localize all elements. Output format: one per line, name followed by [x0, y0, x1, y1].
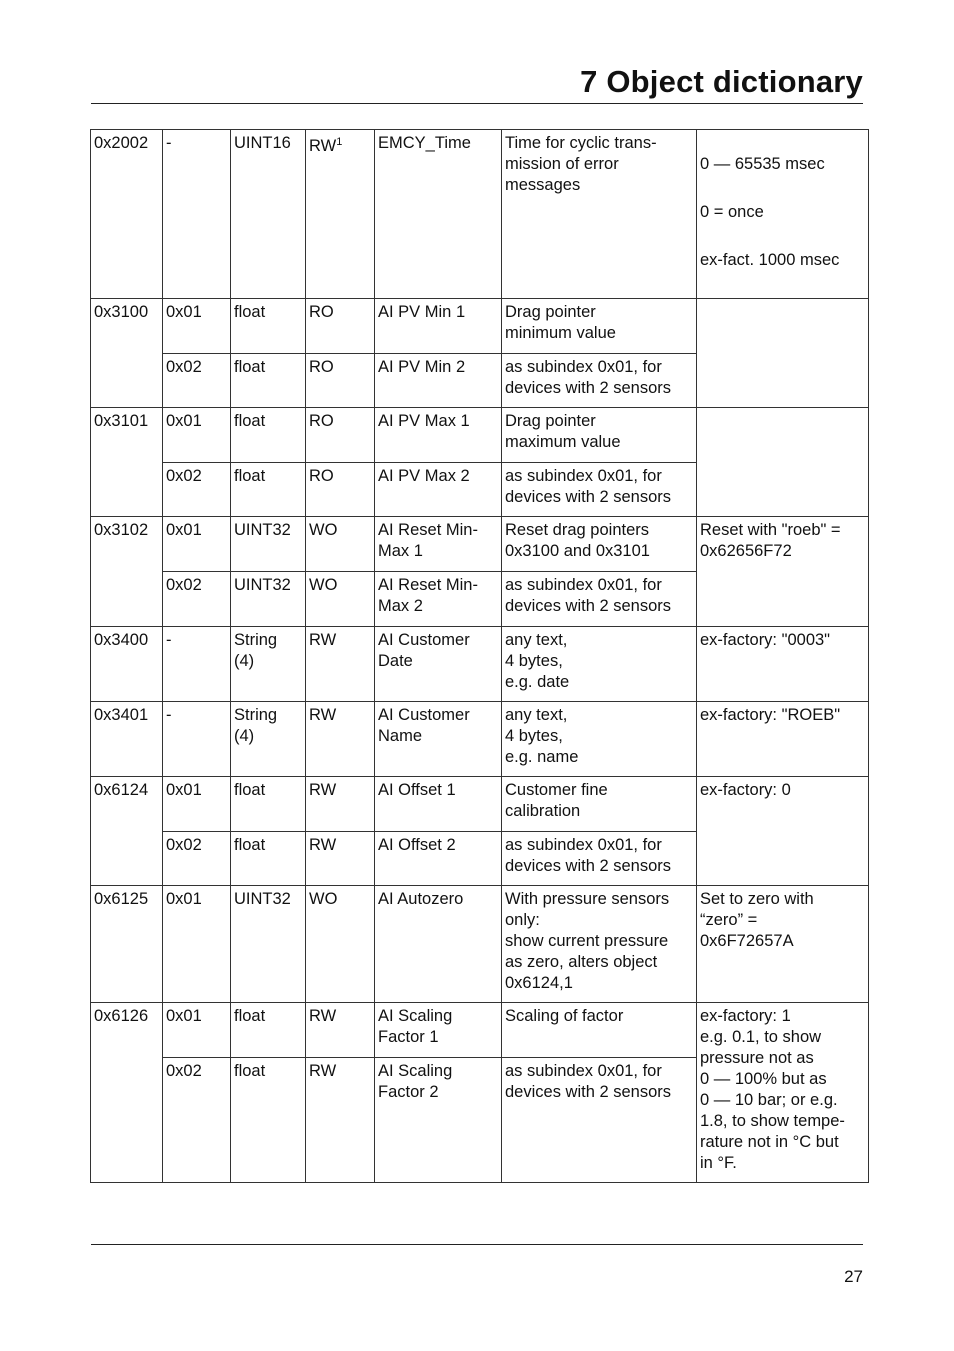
name-cell: AI Reset Min- Max 2: [375, 572, 502, 627]
datatype-cell: float: [231, 832, 306, 886]
datatype-cell: float: [231, 299, 306, 354]
range-cell: [697, 130, 869, 299]
subindex-cell: -: [163, 702, 231, 777]
index-cell: 0x3101: [91, 408, 163, 517]
range-cell: ex-factory: "ROEB": [697, 702, 869, 777]
access-cell: RW: [306, 1058, 375, 1183]
description-cell: Reset drag pointers 0x3100 and 0x3101: [502, 517, 697, 572]
range-cell: Reset with "roeb" = 0x62656F72: [697, 517, 869, 627]
range-cell: Set to zero with “zero” = 0x6F72657A: [697, 886, 869, 1003]
name-cell: AI Autozero: [375, 886, 502, 1003]
access-value: RW: [309, 137, 337, 155]
table-row: [91, 130, 869, 299]
name-cell: AI PV Min 1: [375, 299, 502, 354]
index-cell: 0x3100: [91, 299, 163, 408]
description-cell: With pressure sensors only: show current pressure as zero, alters object 0x6124,1: [502, 886, 697, 1003]
description-cell: Drag pointer minimum value: [502, 299, 697, 354]
name-cell: AI Customer Date: [375, 627, 502, 702]
description-cell: any text, 4 bytes, e.g. name: [502, 702, 697, 777]
description-cell: any text, 4 bytes, e.g. date: [502, 627, 697, 702]
name-cell: AI PV Max 2: [375, 463, 502, 517]
footnote-marker: 1: [336, 136, 343, 148]
datatype-cell: String (4): [231, 627, 306, 702]
subindex-cell: -: [163, 130, 231, 299]
object-dictionary-table: [90, 129, 869, 1183]
datatype-cell: UINT32: [231, 886, 306, 1003]
range-line: 0 — 65535 msec: [700, 155, 825, 173]
range-line: 0 = once: [700, 203, 764, 221]
datatype-cell: float: [231, 463, 306, 517]
subindex-cell: 0x01: [163, 1003, 231, 1058]
description-cell: as subindex 0x01, for devices with 2 sensors: [502, 832, 697, 886]
subindex-cell: 0x01: [163, 408, 231, 463]
index-cell: 0x2002: [91, 130, 163, 299]
index-cell: 0x3400: [91, 627, 163, 702]
access-cell: RO: [306, 354, 375, 408]
access-cell: RW: [306, 832, 375, 886]
access-cell: RW: [306, 702, 375, 777]
page-number: 27: [844, 1267, 863, 1286]
access-cell: RW: [306, 627, 375, 702]
table-row: [91, 777, 869, 832]
access-cell: RO: [306, 408, 375, 463]
name-cell: AI PV Min 2: [375, 354, 502, 408]
range-line: ex-fact. 1000 msec: [700, 251, 840, 269]
access-cell: WO: [306, 886, 375, 1003]
access-cell: WO: [306, 572, 375, 627]
range-cell: [697, 299, 869, 408]
range-cell: ex-factory: 0: [697, 777, 869, 886]
description-cell: Drag pointer maximum value: [502, 408, 697, 463]
description-cell: as subindex 0x01, for devices with 2 sensors: [502, 463, 697, 517]
subindex-cell: 0x02: [163, 354, 231, 408]
datatype-cell: UINT16: [231, 130, 306, 299]
subindex-cell: 0x01: [163, 517, 231, 572]
table-row: [91, 627, 869, 702]
description-cell: Customer fine calibration: [502, 777, 697, 832]
subindex-cell: 0x01: [163, 777, 231, 832]
datatype-cell: float: [231, 777, 306, 832]
header-divider: [91, 103, 863, 104]
name-cell: AI Scaling Factor 2: [375, 1058, 502, 1183]
chapter-title: 7 Object dictionary: [580, 64, 863, 99]
datatype-cell: float: [231, 408, 306, 463]
subindex-cell: 0x02: [163, 832, 231, 886]
access-cell: RW: [306, 777, 375, 832]
range-cell: [697, 408, 869, 517]
index-cell: 0x3102: [91, 517, 163, 627]
datatype-cell: float: [231, 1003, 306, 1058]
range-cell: ex-factory: "0003": [697, 627, 869, 702]
table-row: [91, 299, 869, 354]
footer-divider: [91, 1244, 863, 1245]
subindex-cell: 0x01: [163, 886, 231, 1003]
description-cell: as subindex 0x01, for devices with 2 sensors: [502, 1058, 697, 1183]
name-cell: AI Reset Min- Max 1: [375, 517, 502, 572]
datatype-cell: float: [231, 1058, 306, 1183]
subindex-cell: 0x02: [163, 1058, 231, 1183]
datatype-cell: float: [231, 354, 306, 408]
name-cell: AI Offset 1: [375, 777, 502, 832]
description-cell: Scaling of factor: [502, 1003, 697, 1058]
table-row: [91, 886, 869, 1003]
index-cell: 0x6126: [91, 1003, 163, 1183]
access-cell: [306, 130, 375, 299]
description-cell: Time for cyclic trans- mission of error messages: [502, 130, 697, 299]
table-row: [91, 1003, 869, 1058]
subindex-cell: 0x02: [163, 572, 231, 627]
table-row: [91, 702, 869, 777]
index-cell: 0x3401: [91, 702, 163, 777]
access-cell: RW: [306, 1003, 375, 1058]
name-cell: AI PV Max 1: [375, 408, 502, 463]
index-cell: 0x6125: [91, 886, 163, 1003]
index-cell: 0x6124: [91, 777, 163, 886]
datatype-cell: UINT32: [231, 517, 306, 572]
access-cell: RO: [306, 299, 375, 354]
datatype-cell: UINT32: [231, 572, 306, 627]
access-cell: RO: [306, 463, 375, 517]
subindex-cell: -: [163, 627, 231, 702]
datatype-cell: String (4): [231, 702, 306, 777]
subindex-cell: 0x01: [163, 299, 231, 354]
name-cell: AI Scaling Factor 1: [375, 1003, 502, 1058]
access-cell: WO: [306, 517, 375, 572]
name-cell: EMCY_Time: [375, 130, 502, 299]
table-row: [91, 517, 869, 572]
range-cell: ex-factory: 1 e.g. 0.1, to show pressure not as 0 — 100% but as 0 — 10 bar; or e.g. 1.8, to show tempe- rature not in °C but in °F.: [697, 1003, 869, 1183]
table-row: [91, 408, 869, 463]
subindex-cell: 0x02: [163, 463, 231, 517]
name-cell: AI Customer Name: [375, 702, 502, 777]
description-cell: as subindex 0x01, for devices with 2 sensors: [502, 354, 697, 408]
name-cell: AI Offset 2: [375, 832, 502, 886]
description-cell: as subindex 0x01, for devices with 2 sensors: [502, 572, 697, 627]
